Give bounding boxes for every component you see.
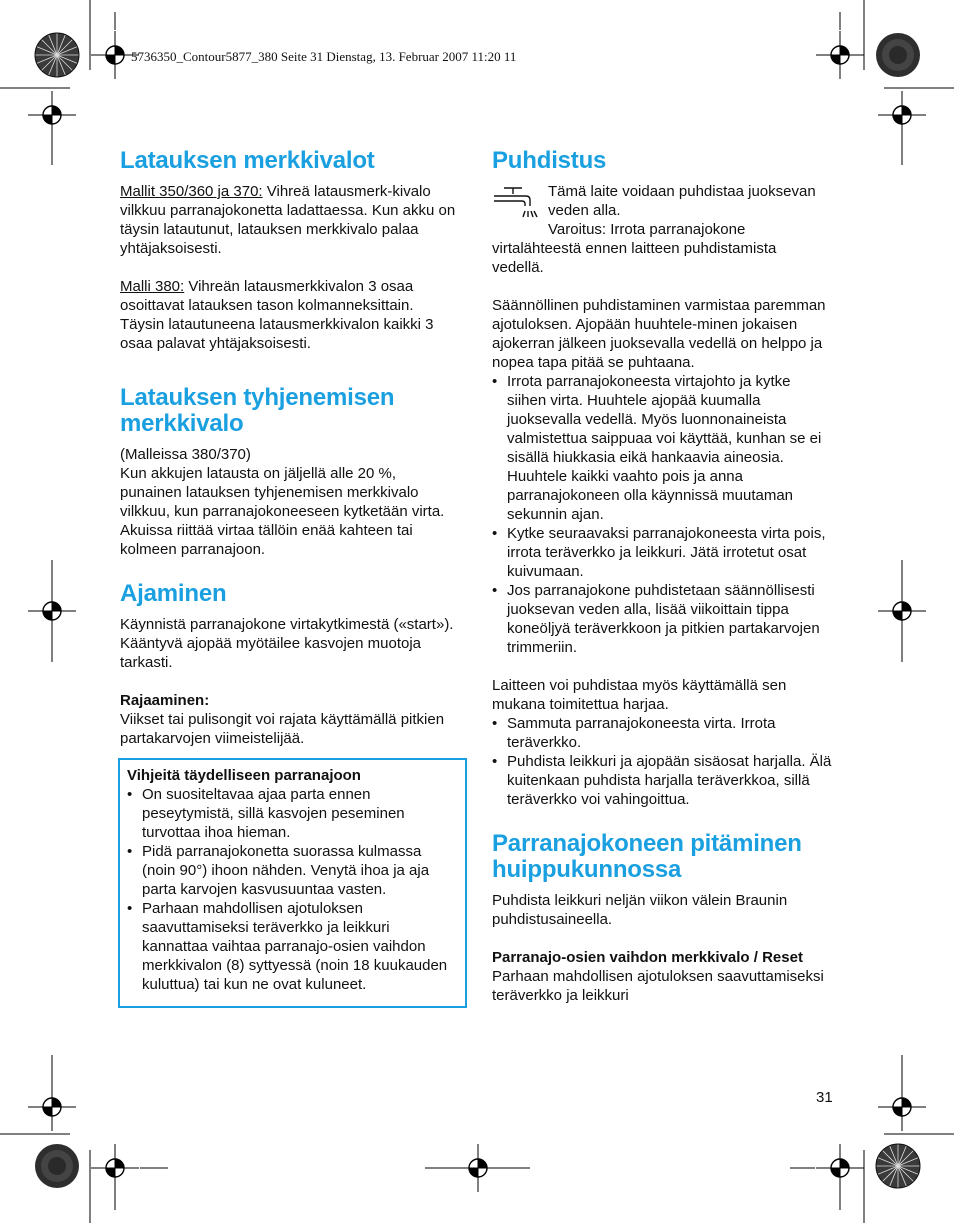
paragraph-brush: Laitteen voi puhdistaa myös käyttämällä sen mukana toimitettua harjaa.	[492, 677, 787, 713]
heading-cleaning: Puhdistus	[492, 147, 607, 174]
paragraph-cleaning-agent: Puhdista leikkuri neljän viikon välein Braunin puhdistusaineella.	[492, 892, 788, 928]
paragraph-models-350-370	[120, 182, 460, 258]
water-tap-icon	[492, 184, 548, 228]
paragraph-low-charge: Kun akkujen latausta on jäljellä alle 20 %, punainen latauksen tyhjenemisen merkkivalo vilkkuu, kun parranajokoneeseen kytketään virta. Akuissa riittää virtaa tällöin enää kahteen tai kolmeen parranajoon.	[120, 465, 445, 558]
paragraph-trimming: Viikset tai pulisongit voi rajata käyttämällä pitkien partakarvojen viimeistelijää.	[120, 711, 445, 747]
cleaning-steps-list	[492, 372, 832, 657]
subheading-trimming: Rajaaminen:	[120, 692, 210, 709]
list-item: • On suositeltavaa ajaa parta ennen peseytymistä, sillä kasvojen peseminen turvottaa ihoa hieman.	[127, 785, 457, 842]
paragraph-warning: Varoitus: Irrota parranajokone virtalähteestä ennen laitteen puhdistamista vedellä.	[492, 221, 777, 276]
tips-title: Vihjeitä täydelliseen parranajoon	[127, 767, 361, 784]
list-item: • Irrota parranajokoneesta virtajohto ja kytke siihen virta. Huuhtele ajopää kuumalla juoksevalla vedellä. Myös luonnonaineista valmistettua saippuaa voi käyttää, kunhan se ei sisällä hiukkasia eikä hankaavia aineosia. Huuhtele kaikki vaahto pois ja anna parranajokoneen olla käynnissä muutaman sekunnin ajan.	[492, 372, 832, 524]
heading-shaving: Ajaminen	[120, 580, 227, 607]
paragraph-start: Käynnistä parranajokone virtakytkimestä («start»).	[120, 616, 454, 633]
list-item: • Parhaan mahdollisen ajotuloksen saavuttamiseksi teräverkko ja leikkuri kannattaa vaihtaa parranajo-osien vaihdon merkkivalon (8) syttyessä (noin 18 kuukauden kuluttua) tai kun ne ovat kuluneet.	[127, 899, 457, 994]
left-column	[120, 148, 460, 1008]
list-item: • Pidä parranajokonetta suorassa kulmassa (noin 90°) ihoon nähden. Venytä ihoa ja aja parta karvojen kasvusuuntaa vasten.	[127, 842, 457, 899]
brush-steps-list	[492, 714, 832, 809]
tips-list	[127, 785, 457, 994]
heading-low-charge-indicator: Latauksen tyhjenemisen merkkivalo	[120, 384, 395, 437]
paragraph-replacement: Parhaan mahdollisen ajotuloksen saavuttamiseksi teräverkko ja leikkuri	[492, 968, 824, 1004]
list-item: • Sammuta parranajokoneesta virta. Irrota teräverkko.	[492, 714, 832, 752]
paragraph-washable: Tämä laite voidaan puhdistaa juoksevan veden alla.	[548, 183, 816, 219]
tips-box	[118, 758, 467, 1008]
subheading-replacement-indicator: Parranajo-osien vaihdon merkkivalo / Reset	[492, 949, 803, 966]
paragraph-model-380	[120, 277, 460, 353]
paragraph-models-note: (Malleissa 380/370)	[120, 446, 251, 463]
paragraph-pivoting-head: Kääntyvä ajopää myötäilee kasvojen muotoja tarkasti.	[120, 635, 422, 671]
paragraph-regular-cleaning: Säännöllinen puhdistaminen varmistaa paremman ajotuloksen. Ajopään huuhtele-minen jokaisen ajokerran jälkeen juoksevalla vedellä on helppo ja nopea tapa pitää se puhtaana.	[492, 297, 826, 371]
text-models-350-370: Vihreä latausmerk-kivalo vilkkuu parranajokonetta ladattaessa. Kun akku on täysin latautunut, latauksen merkkivalo palaa yhtäjaksoisesti.	[120, 183, 456, 257]
label-models-350-370: Mallit 350/360 ja 370:	[120, 183, 263, 200]
list-item: • Jos parranajokone puhdistetaan säännöllisesti juoksevan veden alla, lisää viikoittain tippa koneöljyä teräverkkoon ja pitkien partakarvojen trimmeriin.	[492, 581, 832, 657]
list-item: • Puhdista leikkuri ja ajopään sisäosat harjalla. Älä kuitenkaan puhdista harjalla teräverkkoa, sillä teräverkko voi vahingoittua.	[492, 752, 832, 809]
label-model-380: Malli 380:	[120, 278, 185, 295]
heading-keeping-in-top-shape: Parranajokoneen pitäminen huippukunnossa	[492, 830, 802, 883]
page-number: 31	[816, 1089, 833, 1106]
text-model-380: Vihreän latausmerkkivalon 3 osaa osoittavat latauksen tason kolmanneksittain. Täysin latautuneena latausmerkkivalon kaikki 3 osaa palavat yhtäjaksoisesti.	[120, 278, 434, 352]
right-column	[492, 148, 832, 1005]
list-item: • Kytke seuraavaksi parranajokoneesta virta pois, irrota teräverkko ja leikkuri. Jätä irrotetut osat kuivumaan.	[492, 524, 832, 581]
heading-charge-indicators: Latauksen merkkivalot	[120, 147, 375, 174]
print-slug: 5736350_Contour5877_380 Seite 31 Dienstag, 13. Februar 2007 11:20 11	[131, 49, 517, 64]
